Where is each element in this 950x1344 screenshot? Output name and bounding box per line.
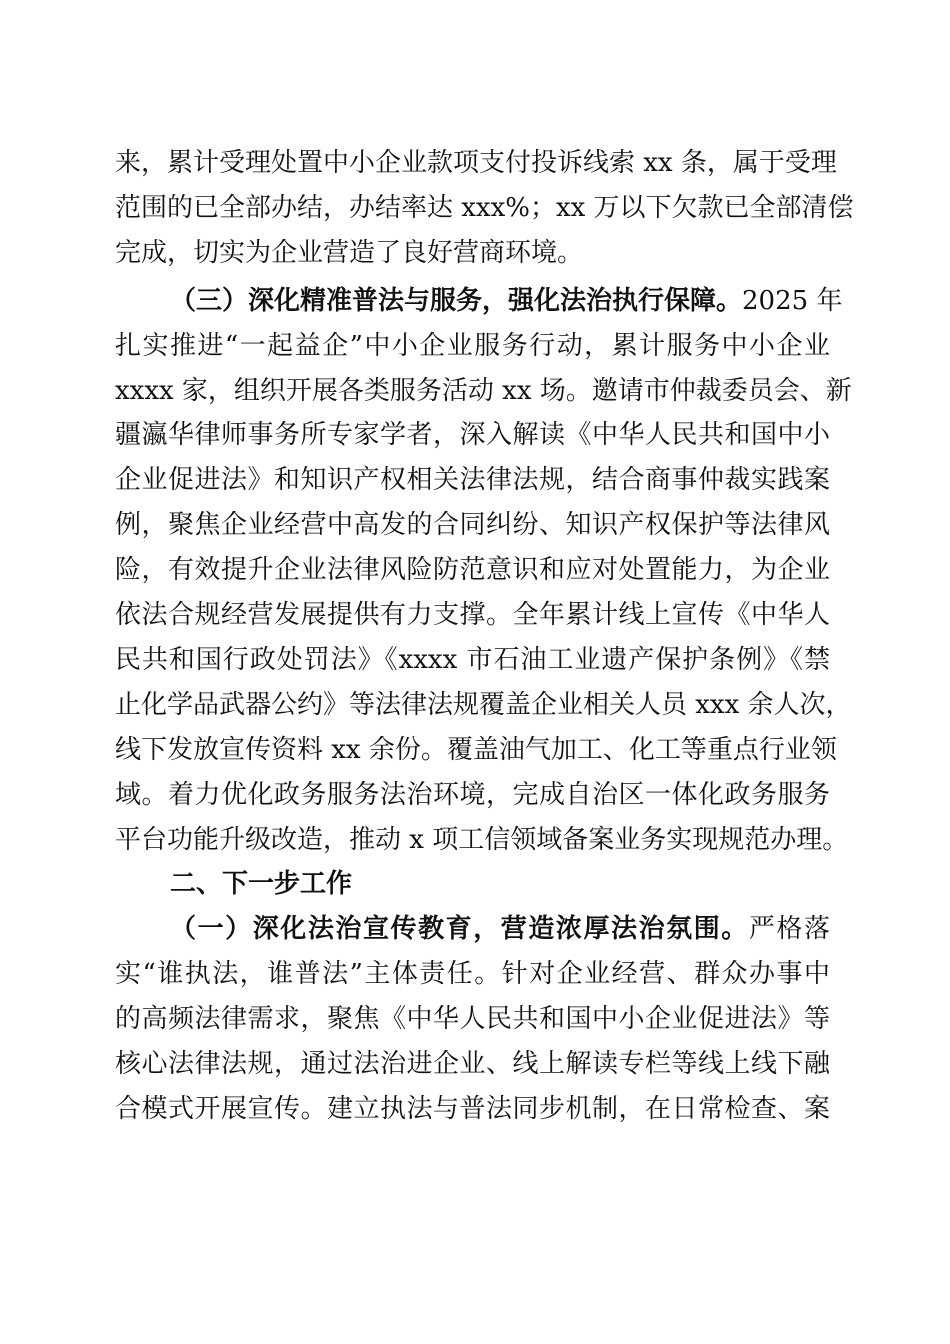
para2-line-5: 例，聚焦企业经营中高发的合同纠纷、知识产权保护等法律风 [115, 510, 830, 540]
para3-subheading: （一）深化法治宣传教育，营造浓厚法治氛围。 [170, 914, 749, 944]
para2-line-8: 民共和国行政处罚法》《xxxx 市石油工业遗产保护条例》《禁 [115, 645, 830, 675]
para2-lead-line [170, 281, 843, 321]
para3-line-2: 的高频法律需求，聚焦《中华人民共和国中小企业促进法》等 [115, 1004, 830, 1034]
para1-line-1: 来，累计受理处置中小企业款项支付投诉线索 xx 条，属于受理 [115, 148, 837, 178]
para3-lead-line [170, 909, 830, 949]
para2-line-9: 止化学品武器公约》等法律法规覆盖企业相关人员 xxx 余人次， [115, 690, 852, 720]
para2-line-7: 依法合规经营发展提供有力支撑。全年累计线上宣传《中华人 [115, 600, 830, 630]
para3-line-3: 核心法律法规，通过法治进企业、线上解读专栏等线上线下融 [115, 1049, 830, 1079]
para2-line-4: 企业促进法》和知识产权相关法律法规，结合商事仲裁实践案 [115, 465, 830, 495]
para2-line-6: 险，有效提升企业法律风险防范意识和应对处置能力，为企业 [115, 555, 830, 585]
para2-subheading: （三）深化精准普法与服务，强化法治执行保障。 [170, 286, 743, 316]
para2-line-1: 扎实推进“一起益企”中小企业服务行动，累计服务中小企业 [115, 331, 830, 361]
para2-line-3: 疆瀛华律师事务所专家学者，深入解读《中华人民共和国中小 [115, 420, 830, 450]
para2-line-2: xxxx 家，组织开展各类服务活动 xx 场。邀请市仲裁委员会、新 [115, 376, 852, 406]
para3-lead-text: 严格落 [748, 914, 830, 944]
section-heading: 二、下一步工作 [170, 869, 353, 899]
para3-line-4: 合模式开展宣传。建立执法与普法同步机制，在日常检查、案 [115, 1094, 830, 1124]
para2-line-12: 平台功能升级改造，推动 x 项工信领域备案业务实现规范办理。 [115, 825, 849, 855]
para1-line-3: 完成，切实为企业营造了良好营商环境。 [115, 238, 584, 268]
para2-lead-text: 2025 年 [742, 286, 843, 316]
para2-line-10: 线下发放宣传资料 xx 余份。覆盖油气加工、化工等重点行业领 [115, 735, 837, 765]
para1-line-2: 范围的已全部办结，办结率达 xxx%；xx 万以下欠款已全部清偿 [115, 193, 854, 223]
para2-line-11: 域。着力优化政务服务法治环境，完成自治区一体化政务服务 [115, 780, 830, 810]
para3-line-1: 实“谁执法，谁普法”主体责任。针对企业经营、群众办事中 [115, 959, 830, 989]
